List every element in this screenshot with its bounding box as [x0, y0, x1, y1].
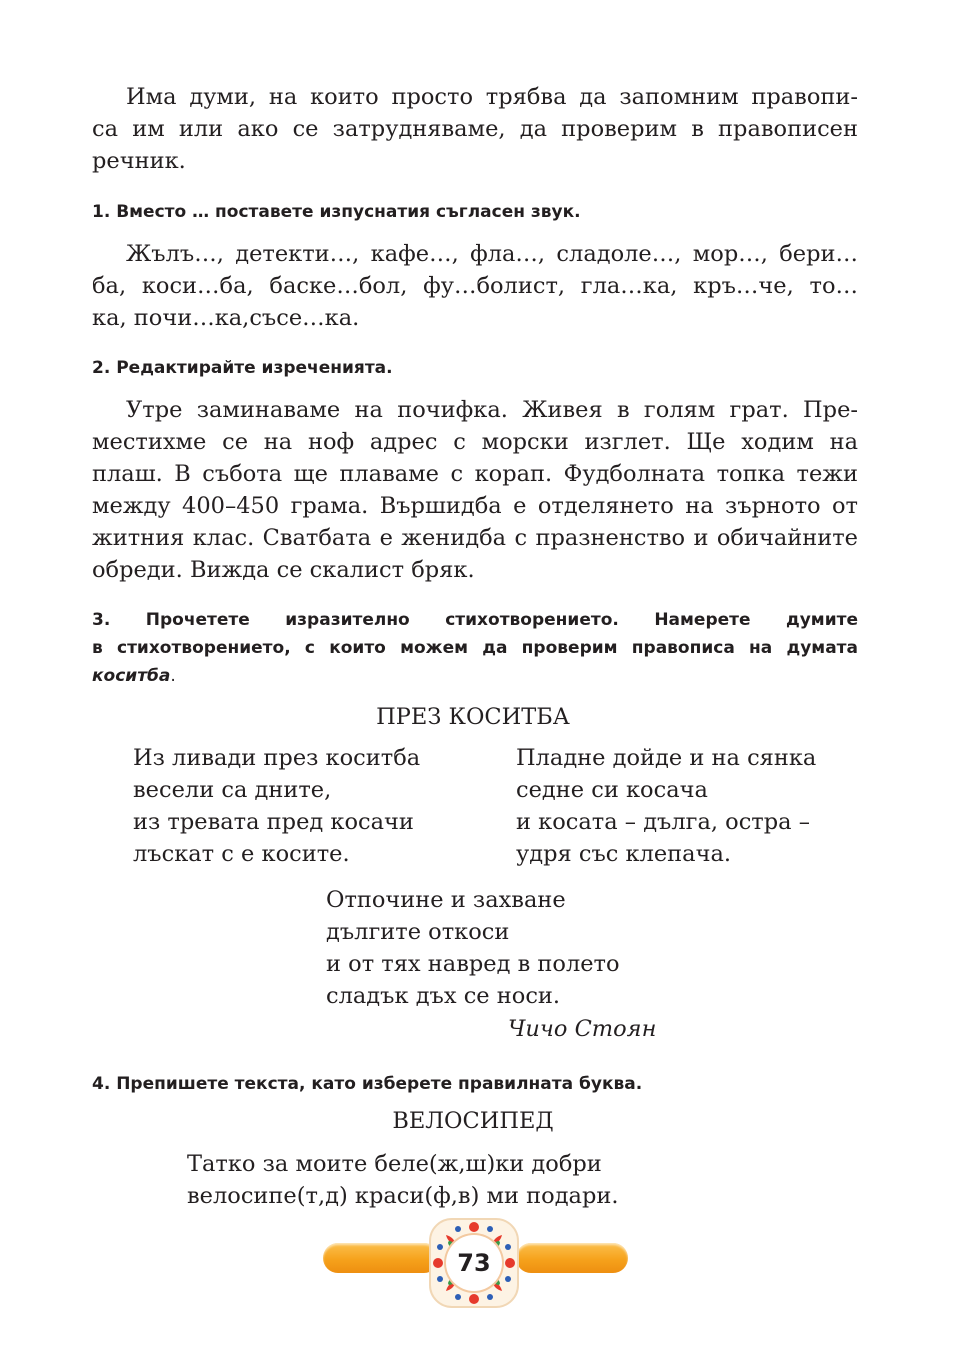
task-3-title-line-1: 3. Прочетете изразително стихотворението. Намерете думите [92, 610, 858, 630]
poem-1-stanza-3-line: и от тях навред в полето [326, 951, 620, 977]
task-1-line-2: ба, коси…ба, баске…бол, фу…болист, гла…ка, кръ…че, то… [92, 273, 858, 299]
task-1-paragraph [92, 238, 858, 334]
task-2-line-2: местихме се на ноф адрес с морски изглет. Ще ходим на [92, 429, 858, 455]
poem-2-line: велосипе(т,д) краси(ф,в) ми подари. [187, 1183, 619, 1209]
poem-1-stanza-3-line: сладък дъх се носи. [326, 983, 561, 1009]
intro-paragraph [92, 81, 858, 177]
task-2-line-3: плаш. В събота ще плаваме с корап. Фудболната топка тежи [92, 461, 858, 487]
poem-1-stanza-1-line: весели са дните, [133, 777, 332, 803]
poem-2-title: ВЕЛОСИПЕД [392, 1108, 554, 1134]
poem-2-line: Татко за моите беле(ж,ш)ки добри [187, 1151, 602, 1177]
task-2-line-1: Утре заминаваме на почифка. Живея в голям грат. Пре- [126, 397, 858, 423]
poem-1-stanza-3-line: Отпочине и захване [326, 887, 566, 913]
poem-1-stanza-1-line: из тревата пред косачи [133, 809, 414, 835]
task-3-title-italic-word: коситба [92, 666, 171, 686]
task-1-line-1: Жълъ…, детекти…, кафе…, фла…, сладоле…, мор…, бери… [126, 241, 858, 267]
task-1-line-3: ка, почи…ка,съсе…ка. [92, 305, 360, 331]
poem-1-stanza-3 [326, 884, 620, 1012]
task-2-line-5: житния клас. Сватбата е женидба с празненство и обичайните [92, 525, 858, 551]
task-3-title-line-3 [92, 662, 858, 690]
poem-1-stanza-1 [133, 742, 420, 870]
task-2-line-4: между 400–450 грама. Вършидба е отделянето на зърното от [92, 493, 858, 519]
poem-1-stanza-2-line: и косата – дълга, остра – [516, 809, 810, 835]
task-1-title: 1. Вместо … поставете изпуснатия съгласен звук. [92, 202, 581, 222]
task-2-line-6: обреди. Вижда се скалист бряк. [92, 557, 475, 583]
poem-2-stanza [187, 1148, 619, 1212]
intro-line-2: са им или ако се затрудняваме, да проверим в правописен [92, 116, 858, 142]
poem-1-stanza-3-line: дългите откоси [326, 919, 510, 945]
poem-1-stanza-2 [516, 742, 816, 870]
task-3-title-line-2: в стихотворението, с които можем да проверим правописа на думата [92, 638, 858, 658]
intro-line-1: Има думи, на които просто трябва да запомним правопи- [126, 84, 858, 110]
poem-1-author: Чичо Стоян [508, 1016, 657, 1042]
poem-1-stanza-2-line: удря със клепача. [516, 841, 732, 867]
footer-bar-left [323, 1243, 439, 1273]
page-number: 73 [446, 1235, 502, 1291]
poem-1-stanza-2-line: Пладне дойде и на сянка [516, 745, 817, 771]
footer-bar-right [516, 1243, 628, 1273]
poem-1-stanza-1-line: лъскат с е косите. [133, 841, 350, 867]
task-3-title [92, 606, 858, 690]
task-2-title: 2. Редактирайте изреченията. [92, 358, 393, 378]
task-4-title: 4. Препишете текста, като изберете правилната буква. [92, 1074, 643, 1094]
intro-line-3: речник. [92, 148, 186, 174]
page-number-badge [428, 1217, 520, 1309]
poem-1-title: ПРЕЗ КОСИТБА [376, 704, 570, 730]
poem-1-stanza-1-line: Из ливади през коситба [133, 745, 421, 771]
task-2-paragraph [92, 394, 858, 586]
task-3-title-end: . [170, 666, 176, 686]
poem-1-stanza-2-line: седне си косача [516, 777, 708, 803]
